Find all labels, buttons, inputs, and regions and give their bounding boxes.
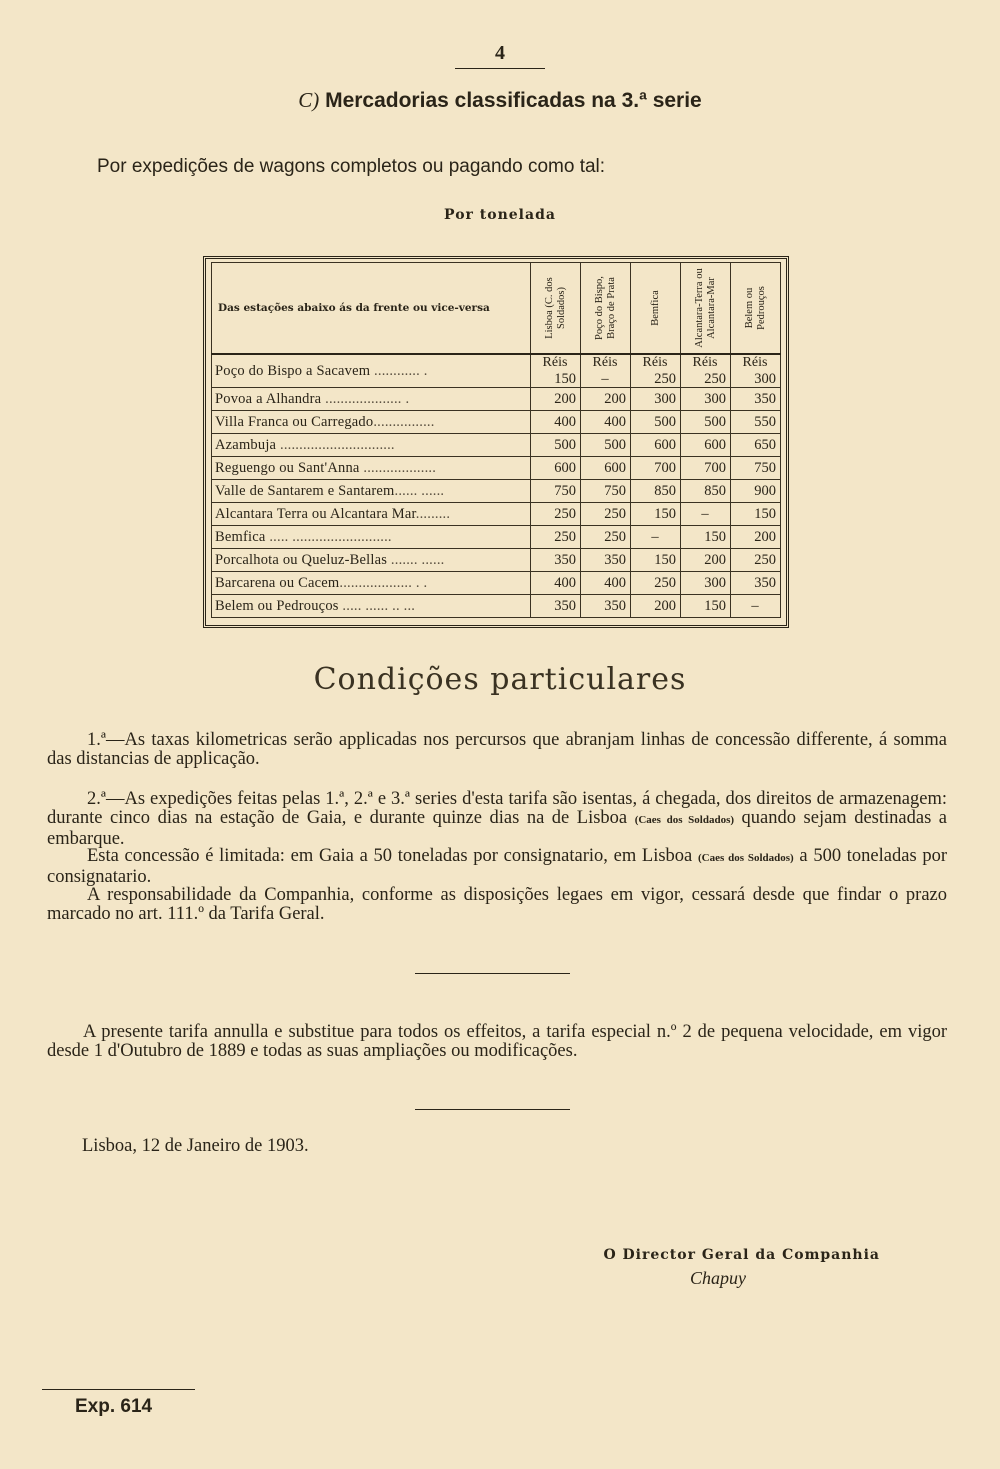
rate-value: 350: [754, 390, 776, 407]
rate-cell: [631, 457, 681, 480]
rate-value: 200: [654, 597, 676, 614]
rate-cell: [681, 480, 731, 503]
condition-3-text: Esta concessão é limitada: em Gaia a 50 toneladas por consignatario, em Lisboa: [87, 846, 693, 866]
date-line: Lisboa, 12 de Janeiro de 1903.: [82, 1136, 309, 1156]
rate-cell: [731, 503, 781, 526]
rate-cell: [581, 354, 631, 388]
station-cell: [212, 503, 531, 526]
column-header-bemfica: [631, 263, 681, 355]
rate-cell: [731, 354, 781, 388]
rate-value: 350: [754, 574, 776, 591]
rate-cell: [681, 595, 731, 618]
condition-3: [47, 847, 947, 887]
rate-value: 600: [604, 459, 626, 476]
annulment-text: A presente tarifa annulla e substitue para todos os effeitos, a tarifa especial n.º 2 de pequena velocidade, em vigor desde 1 d'Outubro de 1889 e todas as suas ampliações ou modificações.: [47, 1022, 947, 1061]
station-name: Bemfica: [215, 528, 266, 545]
column-header-poco-do-bispo: [581, 263, 631, 355]
column-label: Poço do Bispo, Braço de Prata: [593, 276, 617, 340]
table-row: [212, 354, 781, 388]
rate-cell: [531, 411, 581, 434]
rate-value: 500: [604, 436, 626, 453]
station-name: Villa Franca ou Carregado: [215, 413, 374, 430]
rate-value: 150: [704, 528, 726, 545]
rate-value: 700: [704, 459, 726, 476]
rate-cell: [631, 434, 681, 457]
rate-cell: [731, 526, 781, 549]
rate-value: 350: [554, 551, 576, 568]
section-title: [250, 88, 750, 113]
rate-value: 300: [704, 390, 726, 407]
column-label: Belem ou Pedrouços: [743, 286, 767, 330]
rate-value: 200: [604, 390, 626, 407]
rate-value: 500: [704, 413, 726, 430]
rate-value: 600: [704, 436, 726, 453]
station-name: Barcarena ou Cacem: [215, 574, 340, 591]
condition-2: [47, 790, 947, 849]
table-row: [212, 411, 781, 434]
rate-cell: [631, 503, 681, 526]
rate-value: 150: [654, 551, 676, 568]
footer-reference: Exp. 614: [75, 1396, 153, 1417]
column-header-lisboa: [531, 263, 581, 355]
table-row: [212, 388, 781, 411]
condition-2-note: (Caes dos Soldados): [634, 814, 735, 826]
table-row: [212, 503, 781, 526]
section-letter: C): [298, 88, 320, 112]
rate-cell: [581, 434, 631, 457]
station-name: Reguengo ou Sant'Anna: [215, 459, 360, 476]
leader-dots: .................... .: [321, 390, 410, 407]
rate-cell: [731, 434, 781, 457]
station-cell: [212, 526, 531, 549]
leader-dots: ..... ...... .. ...: [338, 597, 416, 614]
condition-3-end: a 500 toneladas por consignatario.: [47, 846, 948, 887]
rate-value: 600: [554, 459, 576, 476]
rate-value: 400: [554, 574, 576, 591]
rate-value: 400: [604, 574, 626, 591]
rate-cell: [681, 549, 731, 572]
rate-cell: [731, 595, 781, 618]
leader-dots: .........: [415, 505, 451, 522]
rate-cell: [631, 354, 681, 388]
rate-value: 250: [654, 371, 676, 387]
rate-value: 350: [604, 551, 626, 568]
rate-value: 250: [554, 528, 576, 545]
rate-value: 300: [754, 371, 776, 387]
rate-value: 750: [604, 482, 626, 499]
signer-title: O Director Geral da Companhia: [603, 1247, 880, 1263]
rate-cell: [581, 503, 631, 526]
station-name: Povoa a Alhandra: [215, 390, 322, 407]
rate-cell: [681, 411, 731, 434]
column-label: Alcantara-Terra ou Alcantara-Mar: [693, 268, 717, 348]
intro-text: Por expedições de wagons completos ou pagando como tal:: [97, 156, 606, 177]
rate-cell: [531, 434, 581, 457]
rate-value: 550: [754, 413, 776, 430]
column-label: Bemfica: [649, 290, 661, 326]
rate-value: 150: [754, 505, 776, 522]
rate-cell: [731, 549, 781, 572]
rate-value: 300: [654, 390, 676, 407]
table-row: [212, 434, 781, 457]
rate-cell: [731, 480, 781, 503]
unit-label: Réis: [692, 355, 718, 370]
rate-value: 350: [604, 597, 626, 614]
rate-cell: [681, 572, 731, 595]
rate-value: –: [651, 528, 659, 545]
condition-3-note: (Caes dos Soldados): [698, 852, 794, 864]
rate-cell: [731, 388, 781, 411]
rate-cell: [581, 457, 631, 480]
rate-cell: [581, 411, 631, 434]
leader-dots: ...... ......: [394, 482, 445, 499]
rate-value: 500: [554, 436, 576, 453]
rate-cell: [631, 572, 681, 595]
rate-cell: [681, 388, 731, 411]
rate-cell: [531, 388, 581, 411]
rate-value: 850: [704, 482, 726, 499]
rate-cell: [681, 526, 731, 549]
rate-cell: [581, 549, 631, 572]
rate-cell: [681, 354, 731, 388]
station-cell: [212, 457, 531, 480]
rate-cell: [681, 434, 731, 457]
rate-value: 150: [654, 505, 676, 522]
rate-value: 500: [654, 413, 676, 430]
rate-value: 250: [704, 371, 726, 387]
table-row: [212, 526, 781, 549]
leader-dots: ...................: [359, 459, 437, 476]
rate-value: 200: [754, 528, 776, 545]
rate-cell: [631, 388, 681, 411]
station-cell: [212, 354, 531, 388]
station-column-header: Das estações abaixo ás da frente ou vice-versa: [212, 263, 531, 355]
rate-cell: [531, 526, 581, 549]
rate-cell: [531, 549, 581, 572]
unit-label: Réis: [542, 355, 568, 370]
rate-value: 250: [604, 505, 626, 522]
table-row: [212, 480, 781, 503]
rate-cell: [631, 526, 681, 549]
rate-cell: [531, 480, 581, 503]
rate-cell: [631, 480, 681, 503]
rate-cell: [531, 503, 581, 526]
per-unit-heading: Por tonelada: [444, 207, 556, 223]
page-number: 4: [495, 42, 505, 64]
rate-value: 250: [654, 574, 676, 591]
table-body: [212, 354, 781, 618]
leader-dots: ....... ......: [387, 551, 445, 568]
station-cell: [212, 434, 531, 457]
leader-dots: ..... ..........................: [265, 528, 392, 545]
rate-cell: [531, 354, 581, 388]
rate-value: 250: [604, 528, 626, 545]
rate-cell: [581, 595, 631, 618]
conditions-title: Condições particulares: [313, 662, 687, 697]
rate-value: 900: [754, 482, 776, 499]
station-name: Alcantara Terra ou Alcantara Mar: [215, 505, 416, 522]
rate-value: 250: [554, 505, 576, 522]
signature: Chapuy: [690, 1268, 746, 1288]
unit-label: Réis: [642, 355, 668, 370]
rate-cell: [581, 388, 631, 411]
table-row: [212, 595, 781, 618]
column-header-belem: [731, 263, 781, 355]
condition-2-end: quando sejam destinadas a embarque.: [47, 808, 948, 849]
column-header-alcantara: [681, 263, 731, 355]
rate-value: –: [701, 505, 709, 522]
rate-value: 200: [704, 551, 726, 568]
rate-value: 250: [754, 551, 776, 568]
table-row: [212, 549, 781, 572]
rate-value: 600: [654, 436, 676, 453]
rate-cell: [581, 480, 631, 503]
rate-value: –: [751, 597, 759, 614]
rate-value: 150: [704, 597, 726, 614]
rate-cell: [631, 411, 681, 434]
rate-value: 850: [654, 482, 676, 499]
station-name: Poço do Bispo a Sacavem: [215, 362, 371, 379]
rate-cell: [731, 457, 781, 480]
table-row: [212, 457, 781, 480]
rate-value: –: [601, 371, 609, 387]
condition-2-text: 2.ª—As expedições feitas pelas 1.ª, 2.ª e 3.ª series d'esta tarifa são isentas, á chegada, dos direitos de armazenagem: durante cinco dias na estação de Gaia, e durante quinze dias na de Lisboa: [47, 789, 947, 828]
station-name: Azambuja: [215, 436, 277, 453]
rate-cell: [531, 457, 581, 480]
rate-value: 650: [754, 436, 776, 453]
table-row: [212, 572, 781, 595]
station-cell: [212, 411, 531, 434]
rate-cell: [631, 549, 681, 572]
station-name: Valle de Santarem e Santarem: [215, 482, 395, 499]
station-name: Belem ou Pedrouços: [215, 597, 339, 614]
rate-value: 350: [554, 597, 576, 614]
rate-value: 700: [654, 459, 676, 476]
station-cell: [212, 595, 531, 618]
leader-dots: ................... . .: [339, 574, 428, 591]
rate-cell: [531, 572, 581, 595]
station-cell: [212, 388, 531, 411]
rate-value: 750: [754, 459, 776, 476]
rate-cell: [731, 411, 781, 434]
rate-cell: [581, 526, 631, 549]
table-header-row: [212, 263, 781, 355]
unit-label: Réis: [742, 355, 768, 370]
rate-value: 150: [554, 371, 576, 387]
station-cell: [212, 572, 531, 595]
rate-value: 400: [554, 413, 576, 430]
rate-value: 200: [554, 390, 576, 407]
station-cell: [212, 549, 531, 572]
unit-label: Réis: [592, 355, 618, 370]
condition-1: 1.ª—As taxas kilometricas serão applicadas nos percursos que abranjam linhas de concessão differente, á somma das distancias de applicação.: [47, 730, 947, 769]
divider: [415, 1109, 570, 1110]
page-number-rule: [455, 68, 545, 69]
section-title-text: Mercadorias classificadas na 3.ª serie: [325, 89, 702, 112]
rate-value: 400: [604, 413, 626, 430]
rate-value: 300: [704, 574, 726, 591]
rate-cell: [731, 572, 781, 595]
column-label: Lisboa (C. dos Soldados): [543, 277, 567, 339]
footer-rule: [42, 1389, 195, 1390]
leader-dots: ................: [373, 413, 435, 430]
rate-cell: [681, 457, 731, 480]
rate-value: 750: [554, 482, 576, 499]
rate-cell: [681, 503, 731, 526]
rate-cell: [631, 595, 681, 618]
condition-4: A responsabilidade da Companhia, conforme as disposições legaes em vigor, cessará desde que findar o prazo marcado no art. 111.º da Tarifa Geral.: [47, 885, 947, 924]
rate-cell: [531, 595, 581, 618]
station-cell: [212, 480, 531, 503]
rates-table: [211, 262, 781, 618]
divider: [415, 973, 570, 974]
leader-dots: ..............................: [276, 436, 395, 453]
station-name: Porcalhota ou Queluz-Bellas: [215, 551, 388, 568]
rate-cell: [581, 572, 631, 595]
leader-dots: ............ .: [370, 362, 428, 379]
